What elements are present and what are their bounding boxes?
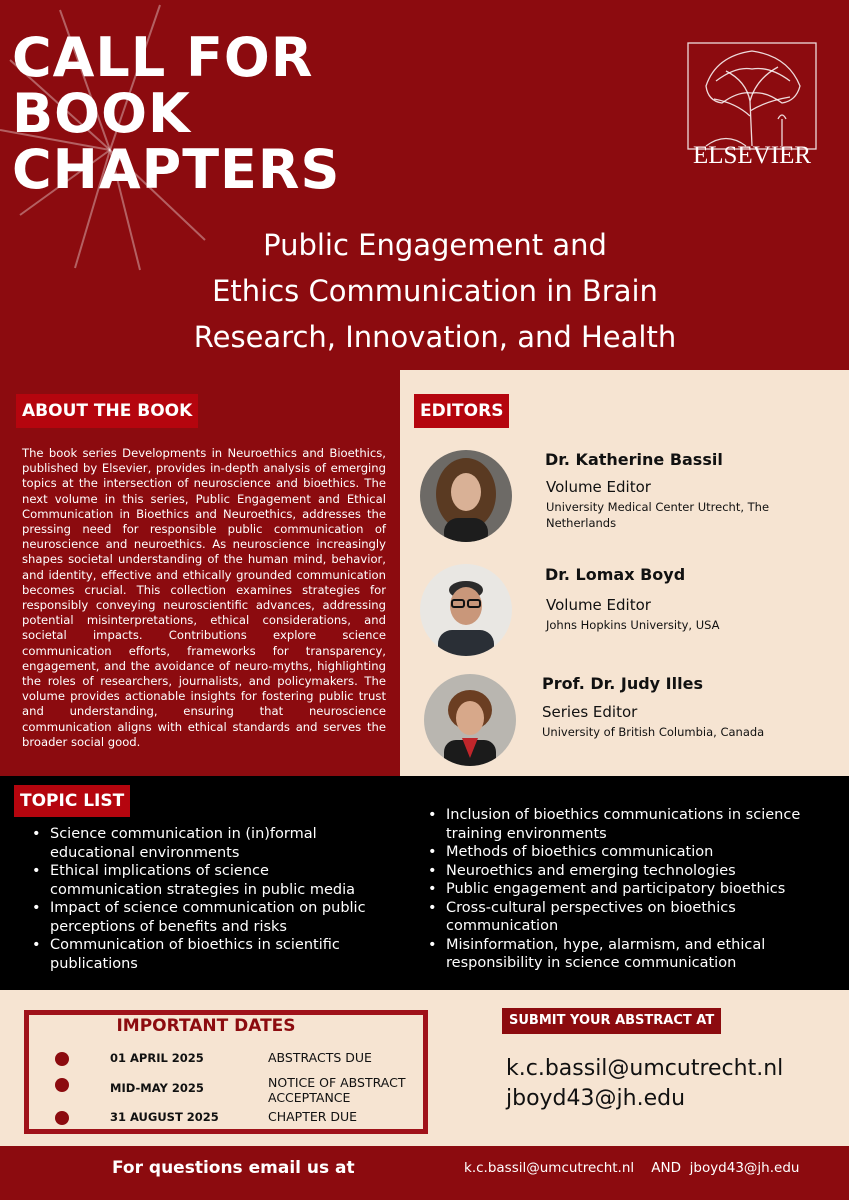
- list-item: • Cross-cultural perspectives on bioethics communication: [428, 899, 838, 936]
- about-body: The book series Developments in Neuroethics and Bioethics, published by Elsevier, provides in-depth analysis of emerging topics at the intersection of neuroscience and bioethics. The next volume in this series, Public Engagement and Ethical Communication in Bioethics and Neuroethics, addresses the pressing need for responsible public communication of neuroscience and neuroethics. As neuroscience increasingly shapes societal understanding of the human mind, behavior, and identity, effective and ethically grounded communication becomes crucial. This collection examines strategies for responsibly conveying neuroscientific advances, addressing potential misinterpretations, ethical considerations, and societal impacts. Contributions explore science communication efforts, frameworks for transparency, engagement, and the avoidance of neuro-myths, highlighting the roles of researchers, journalists, and policymakers. The volume provides actionable insights for fostering public trust and understanding, ensuring that neuroscience communication aligns with ethical standards and serves the broader social good.: [22, 446, 386, 749]
- avatar: [424, 674, 516, 766]
- person-icon: [420, 450, 512, 542]
- date-label: NOTICE OF ABSTRACT ACCEPTANCE: [268, 1075, 406, 1105]
- bullet-dot-icon: [55, 1078, 69, 1092]
- call-for-chapters-headline: [12, 26, 341, 201]
- topic-list-right: [428, 806, 838, 973]
- topic-list-heading: TOPIC LIST: [14, 785, 130, 817]
- list-item: • Science communication in (in)formal educational environments: [32, 825, 384, 862]
- editor-role: Series Editor: [542, 703, 638, 721]
- date-label: CHAPTER DUE: [268, 1109, 358, 1124]
- header-banner: [0, 0, 849, 370]
- editors-heading: EDITORS: [414, 394, 509, 428]
- date-value: 31 AUGUST 2025: [110, 1110, 219, 1124]
- list-item: • Inclusion of bioethics communications in science training environments: [428, 806, 838, 843]
- editor-affiliation: University of British Columbia, Canada: [542, 725, 765, 739]
- book-title: [150, 222, 720, 360]
- list-item: • Public engagement and participatory bioethics: [428, 880, 838, 899]
- list-item: • Methods of bioethics communication: [428, 843, 838, 862]
- topic-list-section: [0, 776, 849, 990]
- editor-affiliation: University Medical Center Utrecht, The Netherlands: [546, 500, 770, 530]
- submit-email-link[interactable]: jboyd43@jh.edu: [506, 1086, 686, 1111]
- book-title-line: Research, Innovation, and Health: [193, 320, 677, 354]
- editor-role: Volume Editor: [546, 596, 651, 614]
- footer-contact-emails[interactable]: k.c.bassil@umcutrecht.nl AND jboyd43@jh.edu: [464, 1160, 800, 1176]
- book-title-line: Ethics Communication in Brain: [212, 274, 658, 308]
- date-label: ABSTRACTS DUE: [268, 1050, 372, 1065]
- editor-name: Dr. Katherine Bassil: [545, 450, 723, 469]
- book-title-line: Public Engagement and: [263, 228, 607, 262]
- avatar: [420, 564, 512, 656]
- headline-line: BOOK: [12, 82, 191, 145]
- important-dates-heading: IMPORTANT DATES: [116, 1016, 296, 1036]
- submit-heading: SUBMIT YOUR ABSTRACT AT: [502, 1008, 721, 1034]
- list-item: • Communication of bioethics in scientific publications: [32, 936, 384, 973]
- editors-section: [400, 370, 849, 776]
- editor-name: Dr. Lomax Boyd: [545, 565, 686, 584]
- headline-line: CHAPTERS: [12, 138, 341, 201]
- date-value: 01 APRIL 2025: [110, 1051, 204, 1065]
- list-item: • Ethical implications of science communication strategies in public media: [32, 862, 384, 899]
- list-item: • Misinformation, hype, alarmism, and ethical responsibility in science communication: [428, 936, 838, 973]
- footer-question: For questions email us at: [112, 1158, 355, 1178]
- topic-list-left: [32, 825, 384, 973]
- person-icon: [420, 564, 512, 656]
- headline-line: CALL FOR: [12, 26, 314, 89]
- submit-email-link[interactable]: k.c.bassil@umcutrecht.nl: [506, 1056, 784, 1081]
- list-item: • Impact of science communication on public perceptions of benefits and risks: [32, 899, 384, 936]
- avatar: [420, 450, 512, 542]
- list-item: • Neuroethics and emerging technologies: [428, 862, 838, 881]
- publisher-wordmark: ELSEVIER: [692, 142, 812, 169]
- person-icon: [424, 674, 516, 766]
- editor-affiliation: Johns Hopkins University, USA: [546, 618, 720, 632]
- date-value: MID-MAY 2025: [110, 1081, 204, 1095]
- bullet-dot-icon: [55, 1111, 69, 1125]
- editor-role: Volume Editor: [546, 478, 651, 496]
- about-heading: ABOUT THE BOOK: [16, 394, 198, 428]
- editor-name: Prof. Dr. Judy Illes: [542, 674, 703, 693]
- about-section: [0, 370, 400, 776]
- bullet-dot-icon: [55, 1052, 69, 1066]
